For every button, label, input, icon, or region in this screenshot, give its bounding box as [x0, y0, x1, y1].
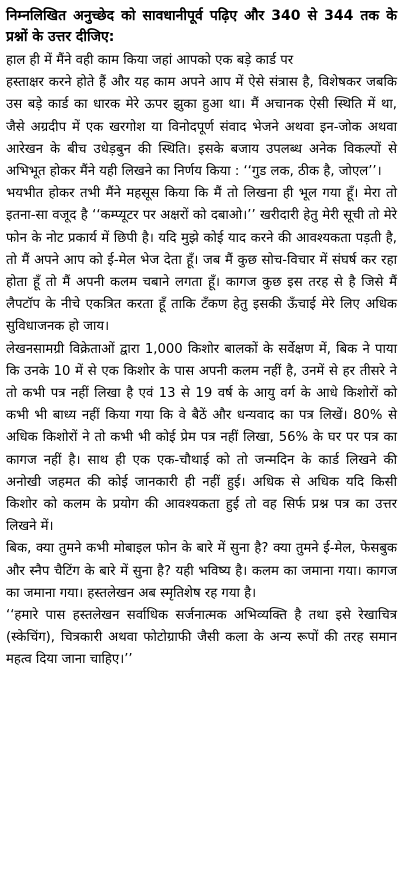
passage-paragraph-4: लेखनसामग्री विक्रेताओं द्वारा 1,000 किशोर बालकों के सर्वेक्षण में, बिक ने पाया कि उनके 10 में से एक किशोर के पास अपनी कलम नहीं है, उनमें से हर तीसरे ने तो कभी पत्र नहीं लिखा है एवं 13 से 19 वर्ष के आयु वर्ग के आधे किशोरों को कभी भी बाध्य नहीं किया गया कि वे बैठें और धन्यवाद का पत्र लिखें। 80% से अधिक किशोरों ने तो कभी भी कोई प्रेम पत्र नहीं लिखा, 56% के घर पर पत्र का कागज नहीं है। साथ ही एक एक-चौथाई को तो जन्मदिन के कार्ड लिखने की अनोखी जहमत की कोई जानकारी ही नहीं हुई। अधिक से अधिक यदि किसी किशोर को कलम के प्रयोग की आवश्यकता हुई तो वह सिर्फ प्रश्न पत्र का उत्तर लिखने में। — [6, 341, 397, 535]
passage-paragraph-2: हस्ताक्षर करने होते हैं और यह काम अपने आप में ऐसे संत्रास है, विशेषकर जबकि उस बड़े कार्ड का धारक मेरे ऊपर झुका हुआ था। मैं अचानक ऐसी स्थिति में था, जैसे अग्रदीप में एक खरगोश या विनोदपूर्ण संवाद भेजने अथवा इन-जोक अथवा आरेखन के बीच उधेड़बुन की स्थिति। इसके बजाय उपलब्ध अनेक विकल्पों से अभिभूत होकर मैंने यही लिखने का निर्णय किया : ‘‘गुड लक, ठीक है, जोएल’’। — [6, 75, 397, 180]
passage-instructions-heading: निम्नलिखित अनुच्छेद को सावधानीपूर्व पढ़िए और 340 से 344 तक के प्रश्नों के उत्तर दीजिए: — [6, 8, 397, 45]
passage-paragraph-1: हाल ही में मैंने वही काम किया जहां आपको एक बड़े कार्ड पर — [6, 53, 294, 68]
passage-paragraph-5: बिक, क्या तुमने कभी मोबाइल फोन के बारे में सुना है? क्या तुमने ई-मेल, फेसबुक और स्नैप चैटिंग के बारे में सुना है? यही भविष्य है। कलम का जमाना गया। कागज का जमाना गया। हस्तलेखन अब स्मृतिशेष रह गया है। — [6, 541, 397, 601]
passage-paragraph-3: भयभीत होकर तभी मैंने महसूस किया कि मैं तो लिखना ही भूल गया हूँ। मेरा तो इतना-सा वजूद है ‘‘कम्प्यूटर पर अक्षरों को दबाओ।’’ खरीदारी हेतु मेरी सूची तो मेरे फोन के नोट प्रकार्य में छिपी है। यदि मुझे कोई याद करने की आवश्यकता पड़ती है, तो मैं अपने आप को ई-मेल भेज देता हूँ। जब मैं कुछ सोच-विचार में संघर्ष कर रहा होता हूँ तो मैं अपनी कलम चबाने लगता हूँ। कागज कुछ इस तरह से है जिसे मैं लैपटॉप के नीचे एकत्रित करता हूँ ताकि टँकण हेतु इसकी ऊँचाई मेरे लिए अधिक सुविधाजनक हो जाय। — [6, 186, 397, 335]
passage-paragraph-6: ‘‘हमारे पास हस्तलेखन सर्वाधिक सर्जनात्मक अभिव्यक्ति है तथा इसे रेखाचित्र (स्केचिंग), चित्रकारी अथवा फोटोग्राफी जैसी कला के अन्य रूपों की तरह समान महत्व दिया जाना चाहिए।’’ — [6, 608, 397, 668]
